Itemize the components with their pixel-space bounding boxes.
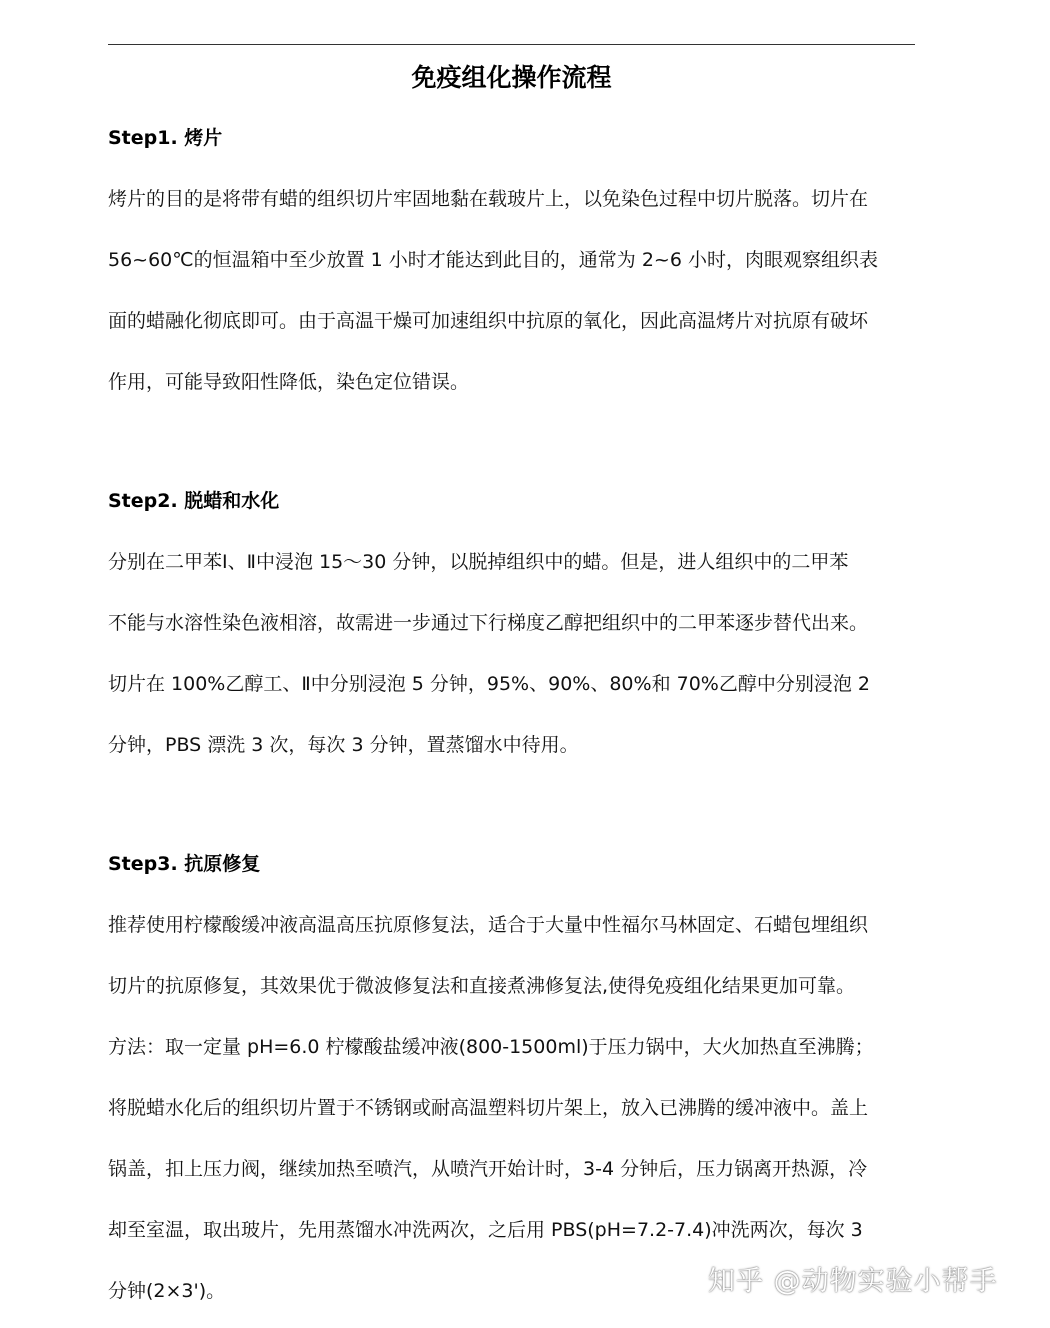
paragraph-line: 却至室温，取出玻片，先用蒸馏水冲洗两次，之后用 PBS(pH=7.2-7.4)冲洗两次，每次 3 bbox=[108, 1219, 863, 1241]
paragraph-line: 分钟(2×3')。 bbox=[108, 1280, 226, 1302]
paragraph-line: 不能与水溶性染色液相溶，故需进一步通过下行梯度乙醇把组织中的二甲苯逐步替代出来。 bbox=[108, 612, 869, 634]
section-step1 bbox=[108, 124, 918, 393]
paragraph-line: 推荐使用柠檬酸缓冲液高温高压抗原修复法，适合于大量中性福尔马林固定、石蜡包埋组织 bbox=[108, 914, 869, 936]
step3-heading: Step3. 抗原修复 bbox=[108, 853, 261, 875]
paragraph-line: 切片的抗原修复，其效果优于微波修复法和直接煮沸修复法,使得免疫组化结果更加可靠。 bbox=[108, 975, 856, 997]
watermark: 知乎 @动物实验小帮手 bbox=[708, 1266, 998, 1297]
paragraph-line: 56~60℃的恒温箱中至少放置 1 小时才能达到此目的，通常为 2~6 小时，肉眼观察组织表 bbox=[108, 249, 878, 271]
paragraph-line: 分别在二甲苯Ⅰ、Ⅱ中浸泡 15～30 分钟，以脱掉组织中的蜡。但是，进人组织中的二甲苯 bbox=[108, 551, 849, 573]
step2-heading: Step2. 脱蜡和水化 bbox=[108, 490, 280, 512]
step3-paragraph bbox=[108, 895, 874, 1322]
paragraph-line: 作用，可能导致阳性降低，染色定位错误。 bbox=[108, 371, 470, 393]
paragraph-line: 方法：取一定量 pH=6.0 柠檬酸盐缓冲液(800-1500ml)于压力锅中，大火加热直至沸腾； bbox=[108, 1036, 874, 1058]
paragraph-line: 锅盖，扣上压力阀，继续加热至喷汽，从喷汽开始计时，3-4 分钟后，压力锅离开热源，冷 bbox=[108, 1158, 868, 1180]
step1-paragraph bbox=[108, 169, 878, 413]
paragraph-line: 将脱蜡水化后的组织切片置于不锈钢或耐高温塑料切片架上，放入已沸腾的缓冲液中。盖上 bbox=[108, 1097, 869, 1119]
paragraph-line: 切片在 100%乙醇工、Ⅱ中分别浸泡 5 分钟，95%、90%、80%和 70%乙醇中分别浸泡 2 bbox=[108, 673, 870, 695]
paragraph-line: 烤片的目的是将带有蜡的组织切片牢固地黏在载玻片上，以免染色过程中切片脱落。切片在 bbox=[108, 188, 869, 210]
step2-paragraph bbox=[108, 532, 870, 776]
section-step2 bbox=[108, 487, 918, 756]
paragraph-line: 面的蜡融化彻底即可。由于高温干燥可加速组织中抗原的氧化，因此高温烤片对抗原有破坏 bbox=[108, 310, 869, 332]
header-rule bbox=[108, 44, 915, 45]
document-title: 免疫组化操作流程 bbox=[411, 63, 612, 92]
paragraph-line: 分钟，PBS 漂洗 3 次，每次 3 分钟，置蒸馏水中待用。 bbox=[108, 734, 579, 756]
step1-heading: Step1. 烤片 bbox=[108, 127, 223, 149]
